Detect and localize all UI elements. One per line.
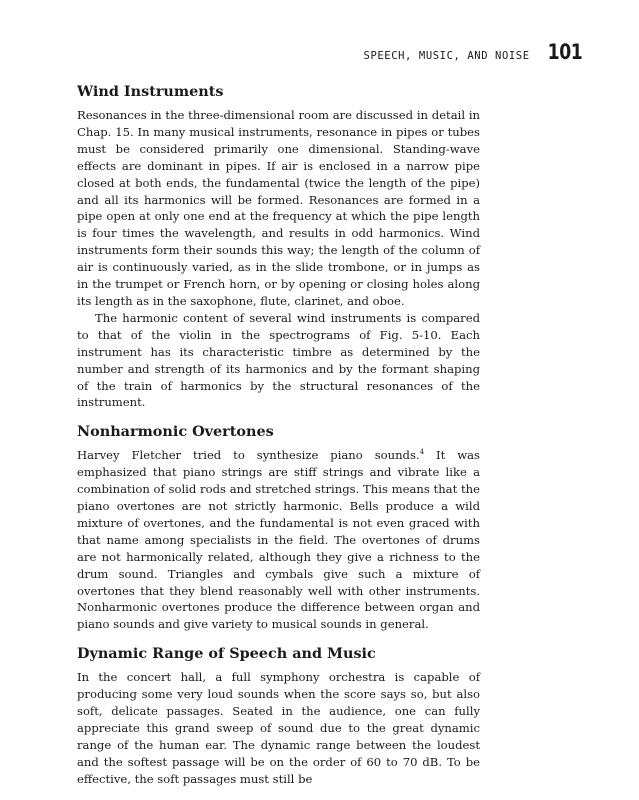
running-head: [364, 40, 582, 64]
running-title: SPEECH, MUSIC, AND NOISE: [363, 50, 530, 62]
footnote-reference: 4: [419, 448, 425, 457]
paragraph: In the concert hall, a full symphony orchestra is capable of producing some very loud sounds when the score says so, but also soft, delicate passages. Seated in the audience, one can fully appreciate this grand sweep of sound due to the great dynamic range of the human ear. The dynamic range between the loudest and the softest passage will be on the order of 60 to 70 dB. To be effective, the soft passages must still be: [77, 670, 480, 786]
paragraph-text: Harvey Fletcher tried to synthesize piano sounds.: [77, 448, 420, 463]
section-wind-instruments: [77, 82, 480, 411]
section-heading: Nonharmonic Overtones: [77, 423, 274, 441]
paragraph-text: It was emphasized that piano strings are stiff strings and vibrate like a combination of solid rods and stretched strings. This means that the piano overtones are not strictly harmonic. Bells produce a wild mixture of overtones, and the fundamental is not even graced with that name among specialists in the field. The overtones of drums are not harmonically related, although they give a richness to the drum sound. Triangles and cymbals give such a mixture of overtones that they blend reasonably well with other instruments. Nonharmonic overtones produce the difference between organ and piano sounds and give variety to musical sounds in general.: [77, 448, 480, 632]
page-body: [77, 82, 480, 788]
section-nonharmonic-overtones: [77, 422, 480, 633]
section-heading: Dynamic Range of Speech and Music: [77, 645, 376, 663]
section-dynamic-range: [77, 644, 480, 787]
page-number: 101: [547, 40, 582, 64]
paragraph: [77, 447, 480, 633]
paragraph: Resonances in the three-dimensional room are discussed in detail in Chap. 15. In many musical instruments, resonance in pipes or tubes must be considered primarily one dimensional. Standing-wave effects are dominant in pipes. If air is enclosed in a narrow pipe closed at both ends, the fundamental (twice the length of the pipe) and all its harmonics will be formed. Resonances are formed in a pipe open at only one end at the frequency at which the pipe length is four times the wavelength, and results in odd harmonics. Wind instruments form their sounds this way; the length of the column of air is continuously varied, as in the slide trombone, or in jumps as in the trumpet or French horn, or by opening or closing holes along its length as in the saxophone, flute, clarinet, and oboe.: [77, 108, 480, 308]
section-heading: Wind Instruments: [77, 83, 224, 100]
paragraph: The harmonic content of several wind instruments is compared to that of the violin in the spectrograms of Fig. 5-10. Each instrument has its characteristic timbre as determined by the number and strength of its harmonics and by the formant shaping of the train of harmonics by the structural resonances of the instrument.: [77, 310, 480, 410]
